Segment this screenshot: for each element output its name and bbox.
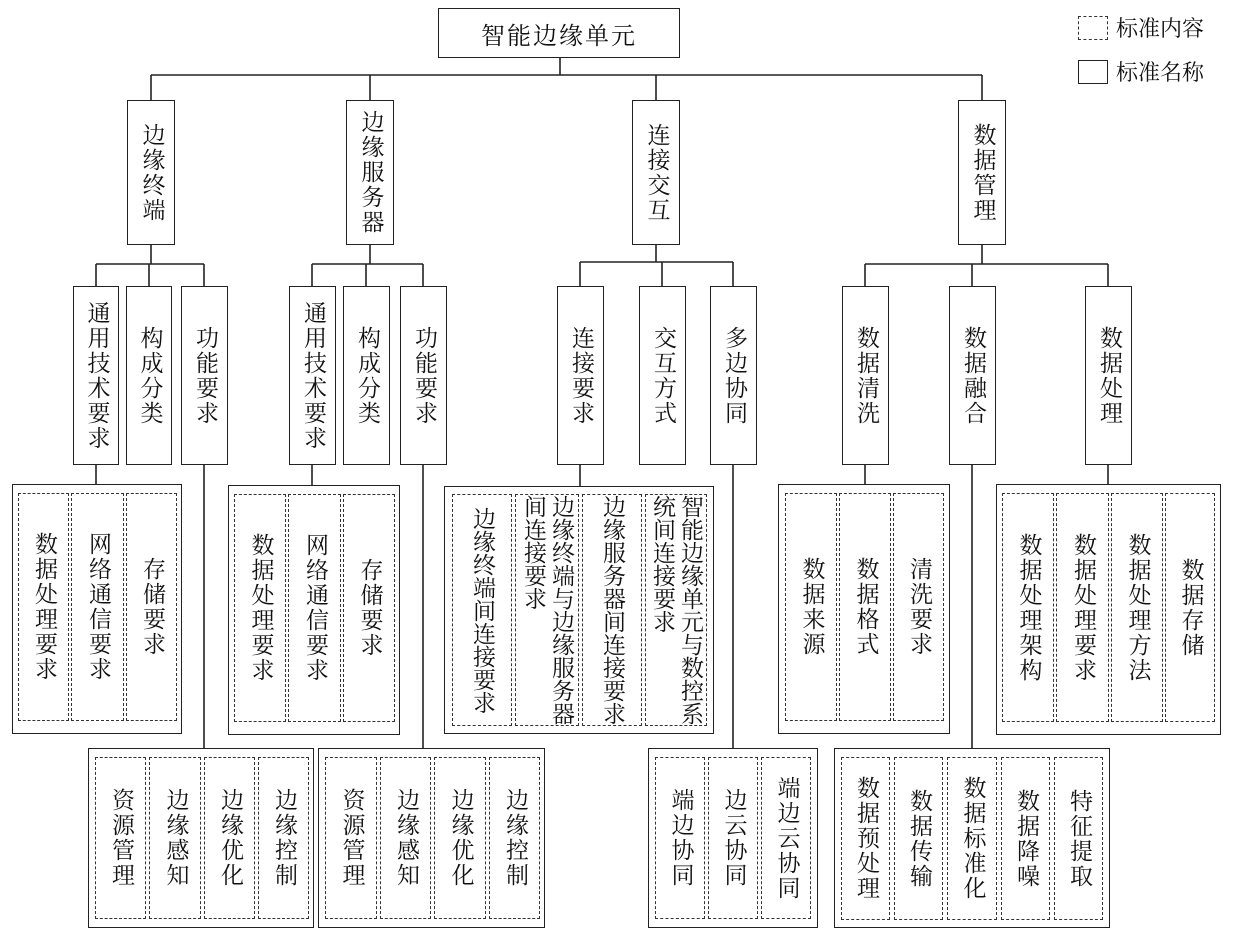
item: 边缘控制 <box>489 757 540 919</box>
item: 网络通信要求 <box>71 493 124 721</box>
item: 数据预处理 <box>841 757 890 920</box>
group-data-fusion <box>834 748 1110 928</box>
item: 智能边缘单元与数控系统间连接要求 <box>645 494 707 726</box>
sub-interaction-mode: 交互方式 <box>639 286 686 465</box>
sub-terminal-composition: 构成分类 <box>126 286 172 465</box>
sub-terminal-function: 功能要求 <box>181 286 228 465</box>
group-server-general <box>228 485 400 735</box>
sub-data-cleaning: 数据清洗 <box>842 286 889 465</box>
group-terminal-function <box>88 748 314 928</box>
sub-connection-req: 连接要求 <box>557 286 604 465</box>
item: 数据降噪 <box>1001 757 1050 920</box>
group-data-cleaning <box>778 484 950 734</box>
item: 数据处理要求 <box>1056 493 1109 722</box>
sub-terminal-general: 通用技术要求 <box>73 286 119 465</box>
item: 数据传输 <box>894 757 943 920</box>
item: 网络通信要求 <box>288 494 341 722</box>
legend-solid <box>1078 56 1204 87</box>
sub-server-composition: 构成分类 <box>343 286 390 465</box>
item: 端边协同 <box>655 757 705 919</box>
item: 边缘服务器间连接要求 <box>582 494 642 726</box>
sub-server-general: 通用技术要求 <box>289 286 336 465</box>
legend-solid-label: 标准名称 <box>1116 61 1205 86</box>
root-node <box>438 8 680 58</box>
item: 数据存储 <box>1165 493 1215 722</box>
root-label: 智能边缘单元 <box>481 21 637 50</box>
item: 资源管理 <box>325 757 377 919</box>
item: 存储要求 <box>126 493 177 721</box>
item: 边缘优化 <box>434 757 486 919</box>
category-connection: 连接交互 <box>632 100 680 245</box>
solid-swatch <box>1078 60 1108 84</box>
item: 边缘终端间连接要求 <box>452 494 512 726</box>
group-connection-req <box>444 486 714 734</box>
category-data-management: 数据管理 <box>958 100 1006 245</box>
item: 特征提取 <box>1054 757 1103 920</box>
group-data-processing <box>996 484 1221 735</box>
dashed-swatch <box>1078 16 1108 40</box>
item: 数据处理要求 <box>234 494 286 722</box>
group-terminal-general <box>12 484 182 734</box>
item: 边缘感知 <box>380 757 431 919</box>
item: 资源管理 <box>95 757 146 919</box>
item: 数据处理架构 <box>1002 493 1054 722</box>
item: 边云协同 <box>708 757 758 919</box>
legend-dashed <box>1078 12 1204 43</box>
sub-data-processing: 数据处理 <box>1085 286 1132 465</box>
sub-multi-collab: 多边协同 <box>710 286 757 465</box>
group-server-function <box>318 748 545 928</box>
item: 存储要求 <box>343 494 395 722</box>
item: 边缘感知 <box>149 757 201 919</box>
category-edge-server: 边缘服务器 <box>346 100 394 245</box>
item: 清洗要求 <box>893 493 944 721</box>
item: 数据来源 <box>785 493 837 721</box>
item: 数据标准化 <box>947 757 997 920</box>
sub-data-fusion: 数据融合 <box>949 286 996 465</box>
item: 边缘优化 <box>204 757 255 919</box>
item: 边缘终端与边缘服务器间连接要求 <box>515 494 579 726</box>
group-multi-collab <box>648 748 818 928</box>
item: 数据格式 <box>839 493 891 721</box>
item: 数据处理要求 <box>18 493 69 721</box>
item: 端边云协同 <box>761 757 811 919</box>
category-edge-terminal: 边缘终端 <box>127 100 175 245</box>
legend-dashed-label: 标准内容 <box>1116 17 1205 42</box>
sub-server-function: 功能要求 <box>400 286 447 465</box>
item: 数据处理方法 <box>1111 493 1163 722</box>
item: 边缘控制 <box>258 757 309 919</box>
